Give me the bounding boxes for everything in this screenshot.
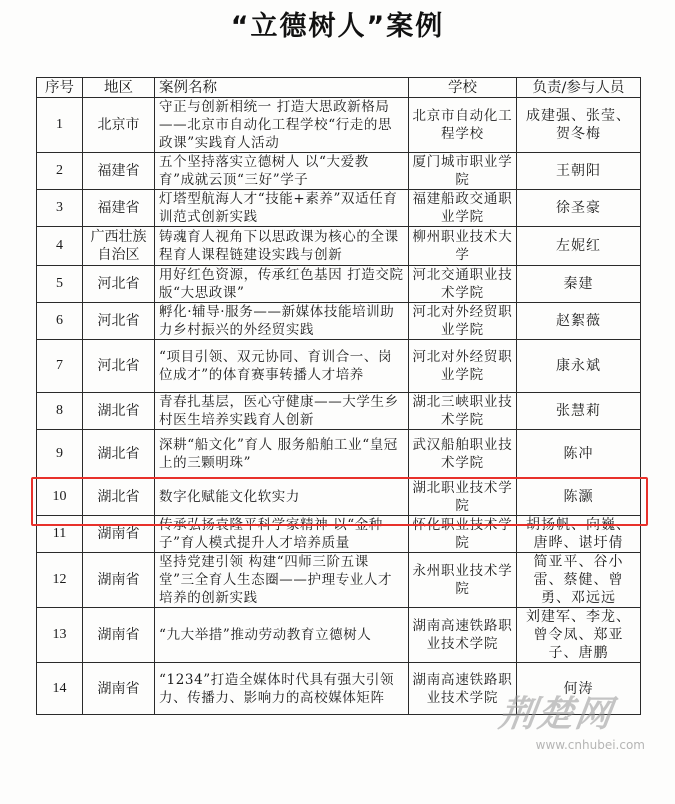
row-case-name: “1234”打造全媒体时代具有强大引领力、传播力、影响力的高校媒体矩阵 <box>155 663 409 715</box>
row-people: 赵絮薇 <box>517 303 641 340</box>
row-school: 湖南高速铁路职业技术学院 <box>409 663 517 715</box>
row-people: 康永斌 <box>517 340 641 393</box>
row-people: 简亚平、谷小雷、蔡健、曾勇、邓远远 <box>517 553 641 608</box>
row-case-name: 数字化赋能文化软实力 <box>155 479 409 516</box>
table-row <box>37 393 641 430</box>
header-case-name: 案例名称 <box>155 78 409 98</box>
row-number: 1 <box>37 98 83 153</box>
row-number: 7 <box>37 340 83 393</box>
row-people: 陈灏 <box>517 479 641 516</box>
row-region: 湖南省 <box>83 553 155 608</box>
row-case-name: 传承弘扬袁隆平科学家精神 以“金种子”育人模式提升人才培养质量 <box>155 516 409 553</box>
row-number: 3 <box>37 190 83 227</box>
row-people: 胡扬帆、向巍、唐晔、谌圩倩 <box>517 516 641 553</box>
row-region: 福建省 <box>83 190 155 227</box>
table-row <box>37 553 641 608</box>
header-no: 序号 <box>37 78 83 98</box>
row-number: 4 <box>37 227 83 266</box>
row-case-name: “九大举措”推动劳动教育立德树人 <box>155 608 409 663</box>
row-number: 9 <box>37 430 83 479</box>
row-school: 河北对外经贸职业学院 <box>409 340 517 393</box>
row-school: 怀化职业技术学院 <box>409 516 517 553</box>
row-region: 湖北省 <box>83 479 155 516</box>
row-region: 湖南省 <box>83 516 155 553</box>
header-people: 负责/参与人员 <box>517 78 641 98</box>
row-people: 陈冲 <box>517 430 641 479</box>
row-case-name: “项目引领、双元协同、育训合一、岗位成才”的体育赛事转播人才培养 <box>155 340 409 393</box>
row-school: 永州职业技术学院 <box>409 553 517 608</box>
table-row <box>37 266 641 303</box>
row-school: 湖南高速铁路职业技术学院 <box>409 608 517 663</box>
row-people: 何涛 <box>517 663 641 715</box>
row-number: 6 <box>37 303 83 340</box>
header-school: 学校 <box>409 78 517 98</box>
watermark-logo: 荆楚网 <box>496 694 617 735</box>
row-case-name: 深耕“船文化”育人 服务船舶工业“皇冠上的三颗明珠” <box>155 430 409 479</box>
row-region: 湖北省 <box>83 393 155 430</box>
row-region: 湖北省 <box>83 430 155 479</box>
row-school: 福建船政交通职业学院 <box>409 190 517 227</box>
row-number: 8 <box>37 393 83 430</box>
table-row <box>37 340 641 393</box>
row-people: 王朝阳 <box>517 153 641 190</box>
row-people: 刘建军、李龙、曾令凤、郑亚子、唐鹏 <box>517 608 641 663</box>
row-school: 河北交通职业技术学院 <box>409 266 517 303</box>
row-region: 河北省 <box>83 340 155 393</box>
row-case-name: 用好红色资源，传承红色基因 打造交院版“大思政课” <box>155 266 409 303</box>
watermark-url: www.cnhubei.com <box>535 738 645 752</box>
row-school: 武汉船舶职业技术学院 <box>409 430 517 479</box>
row-region: 河北省 <box>83 303 155 340</box>
table-header-row <box>37 78 641 98</box>
row-number: 10 <box>37 479 83 516</box>
row-case-name: 坚持党建引领 构建“四师三阶五课堂”三全育人生态圈——护理专业人才培养的创新实践 <box>155 553 409 608</box>
row-case-name: 守正与创新相统一 打造大思政新格局——北京市自动化工程学校“行走的思政课”实践育人活动 <box>155 98 409 153</box>
table-row <box>37 153 641 190</box>
row-region: 湖南省 <box>83 608 155 663</box>
row-people: 徐圣豪 <box>517 190 641 227</box>
row-region: 湖南省 <box>83 663 155 715</box>
table-row <box>37 608 641 663</box>
row-people: 成建强、张莹、贺冬梅 <box>517 98 641 153</box>
row-region: 福建省 <box>83 153 155 190</box>
table-row <box>37 98 641 153</box>
row-region: 河北省 <box>83 266 155 303</box>
row-case-name: 孵化·辅导·服务——新媒体技能培训助力乡村振兴的外经贸实践 <box>155 303 409 340</box>
row-number: 13 <box>37 608 83 663</box>
row-number: 5 <box>37 266 83 303</box>
header-region: 地区 <box>83 78 155 98</box>
row-case-name: 青春扎基层，医心守健康——大学生乡村医生培养实践育人创新 <box>155 393 409 430</box>
row-case-name: 灯塔型航海人才“技能+素养”双适任育训范式创新实践 <box>155 190 409 227</box>
row-people: 秦建 <box>517 266 641 303</box>
row-school: 北京市自动化工程学校 <box>409 98 517 153</box>
row-school: 河北对外经贸职业学院 <box>409 303 517 340</box>
highlight-box <box>31 477 648 526</box>
case-table <box>36 77 641 715</box>
table-row <box>37 190 641 227</box>
row-school: 柳州职业技术大学 <box>409 227 517 266</box>
row-region: 广西壮族自治区 <box>83 227 155 266</box>
table-row <box>37 303 641 340</box>
table-row <box>37 227 641 266</box>
row-school: 厦门城市职业学院 <box>409 153 517 190</box>
row-number: 2 <box>37 153 83 190</box>
row-people: 张慧莉 <box>517 393 641 430</box>
row-number: 12 <box>37 553 83 608</box>
page-title: “立德树人”案例 <box>230 11 445 42</box>
row-school: 湖北三峡职业技术学院 <box>409 393 517 430</box>
table-row <box>37 430 641 479</box>
row-school: 湖北职业技术学院 <box>409 479 517 516</box>
row-region: 北京市 <box>83 98 155 153</box>
row-people: 左妮红 <box>517 227 641 266</box>
row-number: 14 <box>37 663 83 715</box>
row-case-name: 五个坚持落实立德树人 以“大爱教育”成就云顶“三好”学子 <box>155 153 409 190</box>
row-case-name: 铸魂育人视角下以思政课为核心的全课程育人课程链建设实践与创新 <box>155 227 409 266</box>
row-number: 11 <box>37 516 83 553</box>
